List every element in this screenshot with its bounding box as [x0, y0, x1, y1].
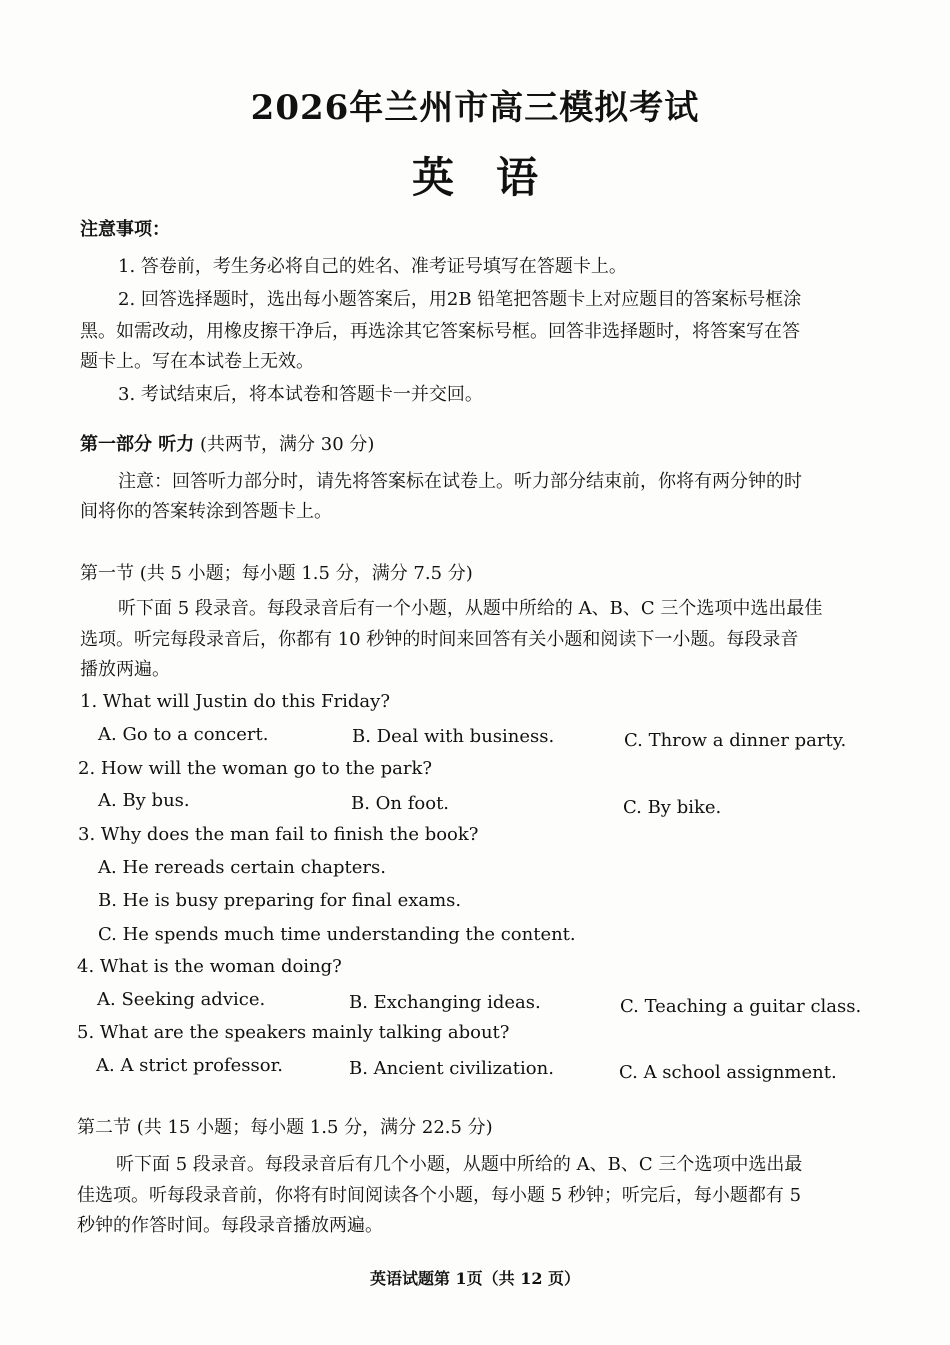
- part1-note-line-2: 间将你的答案转涂到答题卡上。: [80, 501, 332, 522]
- question-5-option-c: C. A school assignment.: [619, 1062, 837, 1083]
- page-footer: 英语试题第 1页（共 12 页）: [369, 1269, 581, 1288]
- question-4-option-a: A. Seeking advice.: [97, 989, 266, 1010]
- section1-intro-line-1: 听下面 5 段录音。每段录音后有一个小题，从题中所给的 A、B、C 三个选项中选出最佳: [118, 598, 823, 619]
- notice-item-2-line-3: 题卡上。写在本试卷上无效。: [80, 351, 314, 372]
- question-3-option-c: C. He spends much time understanding the content.: [98, 924, 576, 945]
- section2-intro-line-2: 佳选项。听每段录音前，你将有时间阅读各个小题，每小题 5 秒钟；听完后，每小题都有 5: [77, 1185, 802, 1206]
- question-1-option-b: B. Deal with business.: [352, 726, 555, 747]
- question-5-option-a: A. A strict professor.: [96, 1055, 283, 1076]
- section2-intro-line-3: 秒钟的作答时间。每段录音播放两遍。: [77, 1215, 383, 1236]
- subject-title: 英 语: [411, 153, 538, 202]
- question-1-option-a: A. Go to a concert.: [98, 724, 269, 745]
- notice-item-2-line-1: 2. 回答选择题时，选出每小题答案后，用2B 铅笔把答题卡上对应题目的答案标号框涂: [118, 289, 802, 310]
- part1-heading: [80, 433, 374, 457]
- question-5-option-b: B. Ancient civilization.: [349, 1058, 554, 1079]
- section1-intro-line-2: 选项。听完每段录音后，你都有 10 秒钟的时间来回答有关小题和阅读下一小题。每段录音: [80, 629, 799, 650]
- question-1-stem: 1. What will Justin do this Friday?: [80, 691, 390, 712]
- part1-heading-bold: 第一部分 听力: [80, 434, 195, 455]
- part1-note-line-1: 注意：回答听力部分时，请先将答案标在试卷上。听力部分结束前，你将有两分钟的时: [118, 471, 802, 492]
- notice-item-1: 1. 答卷前，考生务必将自己的姓名、准考证号填写在答题卡上。: [118, 256, 627, 277]
- notice-item-2-line-2: 黑。如需改动，用橡皮擦干净后，再选涂其它答案标号框。回答非选择题时，将答案写在答: [80, 321, 800, 342]
- question-2-option-a: A. By bus.: [98, 790, 190, 811]
- notice-heading: 注意事项：: [80, 219, 170, 240]
- question-1-option-c: C. Throw a dinner party.: [624, 730, 847, 751]
- exam-title: 2026年兰州市高三模拟考试: [250, 88, 700, 128]
- section2-heading: 第二节 (共 15 小题；每小题 1.5 分，满分 22.5 分): [77, 1117, 493, 1138]
- section1-intro-line-3: 播放两遍。: [80, 659, 170, 680]
- question-2-option-b: B. On foot.: [351, 793, 450, 814]
- section2-intro-line-1: 听下面 5 段录音。每段录音后有几个小题，从题中所给的 A、B、C 三个选项中选出最: [116, 1154, 803, 1175]
- question-2-option-c: C. By bike.: [623, 797, 722, 818]
- question-5-stem: 5. What are the speakers mainly talking about?: [77, 1022, 510, 1043]
- question-2-stem: 2. How will the woman go to the park?: [78, 758, 433, 779]
- question-4-stem: 4. What is the woman doing?: [77, 956, 342, 977]
- question-4-option-b: B. Exchanging ideas.: [349, 992, 541, 1013]
- part1-heading-rest: (共两节，满分 30 分): [194, 434, 375, 455]
- question-3-stem: 3. Why does the man fail to finish the book?: [78, 824, 479, 845]
- section1-heading: 第一节 (共 5 小题；每小题 1.5 分，满分 7.5 分): [80, 563, 473, 584]
- question-3-option-b: B. He is busy preparing for final exams.: [98, 890, 462, 911]
- question-4-option-c: C. Teaching a guitar class.: [620, 996, 862, 1017]
- question-3-option-a: A. He rereads certain chapters.: [98, 857, 386, 878]
- notice-item-3: 3. 考试结束后，将本试卷和答题卡一并交回。: [118, 384, 483, 405]
